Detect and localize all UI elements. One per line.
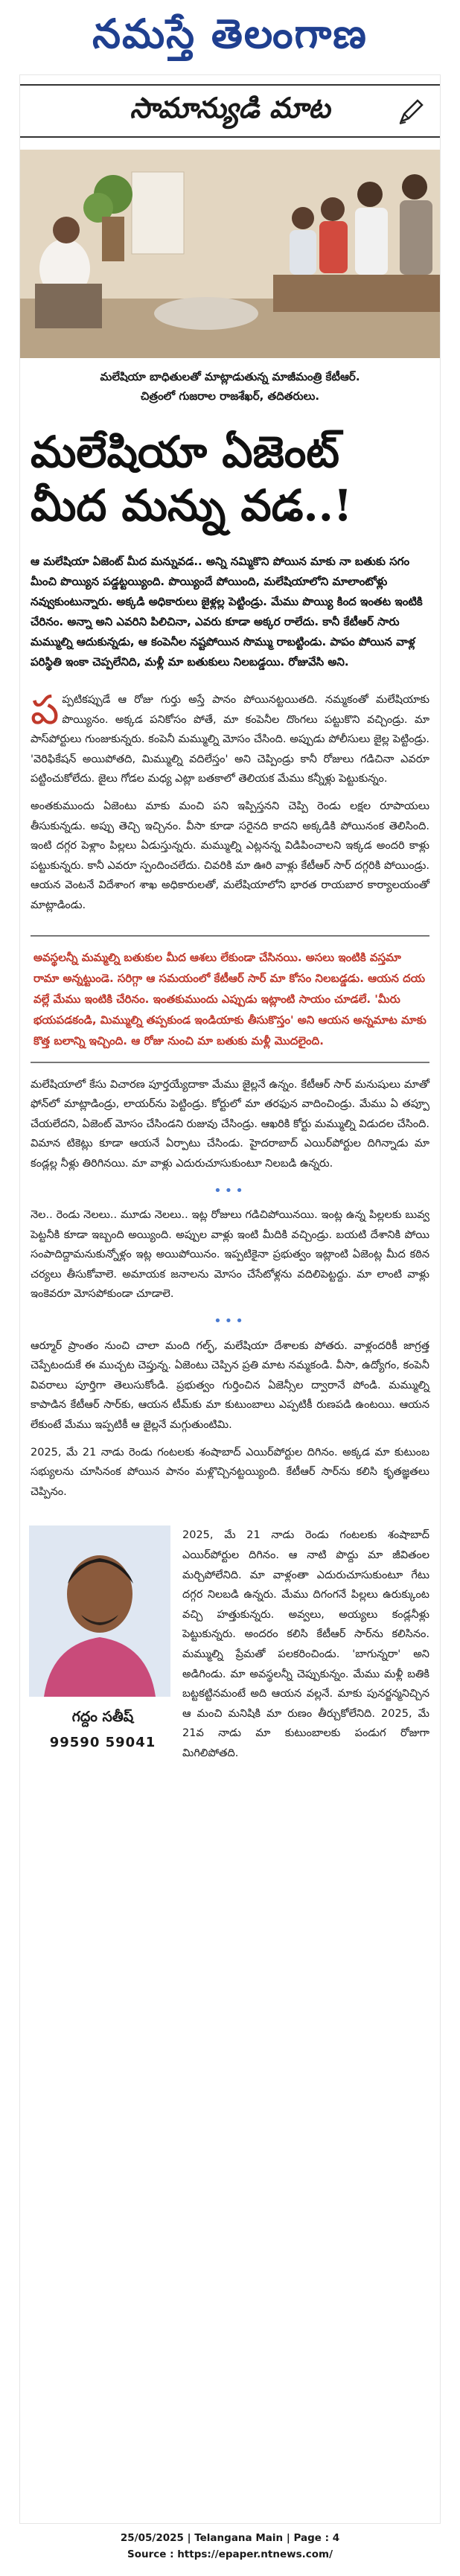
- caption-line-2: చిత్రంలో గుజరాల రాజశేఖర్, తదితరులు.: [140, 389, 320, 403]
- paragraph-1: [31, 686, 429, 789]
- author-box: [20, 1518, 176, 1763]
- author-name: గద్దం సతీష్: [71, 1709, 134, 1726]
- column-title: సామాన్యుడి మాట: [130, 90, 330, 124]
- author-photo: [29, 1525, 170, 1697]
- author-phone: 99590 59041: [49, 1735, 156, 1751]
- headline-line-2: మీద మన్ను వడ..!: [31, 480, 353, 531]
- footer-source-line: Source : https://epaper.ntnews.com/: [127, 2548, 333, 2560]
- column-banner: [20, 84, 440, 138]
- headline-line-1: మలేషియా ఏజెంట్: [31, 427, 340, 477]
- article-body: [20, 686, 440, 928]
- paragraph-6: 2025, మే 21 నాడు రెండు గంటలకు శంషాబాద్ ఎయిర్‌పోర్టుల దిగినం. అక్కడ మా కుటుంబ సభ్యులను చూసినంక పోయిన పానం మళ్లొచ్చినట్టయ్యింది. కేటీఆర్ సార్‌ను కలిసి కృతజ్ఞతలు చెప్పినం.: [31, 1446, 429, 1498]
- caption-line-1: మలేషియా బాధితులతో మాట్లాడుతున్న మాజీమంత్రి కేటీఆర్.: [100, 370, 360, 383]
- masthead: [0, 0, 460, 71]
- lede-paragraph: ఆ మలేషియా ఏజెంట్ మీద మన్నువడ.. అన్ని నమ్మికొని పోయిన మాకు నా బతుకు సగం మీంచి పొయ్యిన పడ్డట్టయ్యింది. పొయ్యిందే పోయింది, మలేషియాలోని మాలాంటోళ్లు నవ్వుకుంటున్నారు. అక్కడి అధికారులు జైళ్లల్ల పెట్టిండ్రు. మేము పొయ్యి కింద ఇంతట ఇంటికి చేరినం. అన్నా అని ఎవరిని పిలిచినా, ఎవరు కూడా అక్కర రాలేదు. కానీ కేటీఆర్ సారు మమ్ముల్ని ఆదుకున్నడు, ఆ కంపెనీల నష్టపోయిన సొమ్ము రాబట్టిండు. పాపం పోయిన వాళ్ల పరిస్థితి ఇంకా చెప్పలేనిది, మళ్లీ మా బతుకులు నిలబడ్డయి. రోజువేసి అని.: [31, 555, 423, 669]
- paragraph-3: మలేషియాలో కేసు విచారణ పూర్తయ్యేదాకా మేము జైల్లనే ఉన్నం. కేటీఆర్ సార్ మనుషులు మాతో ఫోన్‌లో మాట్లాడిండ్రు, లాయర్‌ను పెట్టిండ్రు. కోర్టులో మా తరఫున వాదించిండ్రు. మేము ఏ తప్పూ చేయలేదని, ఏజెంట్ మోసం చేసిండని రుజువు చేసిండ్రు. ఆఖరికి కోర్టు మమ్ముల్ని విడుదల చేసింది. విమాన టికెట్లు కూడా ఆయనే ఏర్పాటు చేసిండు. హైదరాబాద్ ఎయిర్‌పోర్టుల దిగిన్నాడు మా కండ్లల్ల నీళ్లు తిరిగినయి. మా వాళ్లు ఎదురుచూసుకుంటూ నిలబడి ఉన్నరు.: [31, 1078, 429, 1170]
- paragraph-4: నెల.. రెండు నెలలు.. మూడు నెలలు.. ఇట్ల రోజులు గడిచిపోయినయి. ఇంట్ల ఉన్న పిల్లలకు బువ్వ పెట్టనీకి కూడా ఇబ్బంది అయ్యింది. అప్పుల వాళ్లు ఇంటి మీదికి వచ్చిండ్రు. బయటి దేశానికి పోయి సంపాదిద్దామనుకున్నోళ్లం ఇట్ల అయిపోయినం. ఇప్పటికైనా ప్రభుత్వం ఇట్లాంటి ఏజెంట్ల మీద కఠిన చర్యలు తీసుకోవాలె. అమాయక జనాలను మోసం చేసేటోళ్లను వదిలిపెట్టద్దు. మా లాంటి వాళ్లు ఇంకెవరూ మోసపోకుండా చూడాలె.: [31, 1209, 429, 1301]
- photo-caption: [20, 367, 440, 406]
- author-side-text: 2025, మే 21 నాడు రెండు గంటలకు శంషాబాద్ ఎయిర్‌పోర్టుల దిగినం. ఆ నాటి పొద్దు మా జీవితంల మర్చిపోలేనిది. మా వాళ్లంతా ఎదురుచూసుకుంటూ గేటు దగ్గర నిలబడి ఉన్నరు. మేము దిగంగనే పిల్లలు ఉరుక్కుంట వచ్చి హత్తుకున్నరు. అవ్వలు, అయ్యలు కండ్లనీళ్లు పెట్టుకున్నరు. అందరం కలిసి కేటీఆర్ సార్‌ను కలిసినం. మమ్ముల్ని ప్రేమతో పలకరించిండు. 'బాగున్నరా' అని అడిగిండు. మా అవస్థలన్నీ చెప్పుకున్నం. మేము మళ్లీ బతికి బట్టకట్టినమంటే అది ఆయన వల్లనే. మాకు పునర్జన్మనిచ్చిన ఆ మంచి మనిషికి మా రుణం తీర్చుకోలేనిది. 2025, మే 21వ నాడు మా కుటుంబాలకు పండుగ రోజుగా మిగిలిపోతది.: [182, 1529, 429, 1759]
- paragraph-1-text: ప్పటికప్పుడే ఆ రోజు గుర్తు అస్తే పానం పోయినట్టయితది. నమ్మకంతో మలేషియాకు పొయ్యినం. అక్కడ పనికోసం పోతే, మా కంపెనీల దొంగలు పట్టుకొని వచ్చిండ్రు. మా పాస్‌పోర్టులు గుంజుకున్నరు. కంపెనీ మమ్ముల్ని మోసం చేసింది. అప్పుడు పోలీసులు జైల్ల పెట్టిండ్రు. 'వెరిఫికేషన్ అయిపోతది, మిమ్ముల్ని వదిలేస్తం' అని చెప్పిండ్రు కానీ రోజులు గడిచినా ఎవరూ పట్టించుకోలేదు. జైలు గోడల మధ్య ఎట్లా బతకాలో తెలియక మేము కన్నీళ్లు పెట్టుకున్నం.: [31, 694, 429, 785]
- author-portrait: [29, 1525, 170, 1697]
- article-body-continued: [20, 1071, 440, 1514]
- section-divider-icon: •••: [214, 1313, 246, 1330]
- pull-quote: అవస్థలన్నీ మమ్మల్ని బతుకుల మీద ఆశలు లేకుండా చేసినయి. అసలు ఇంటికి వస్తమా రామా అన్నట్టుండె. సరిగ్గా ఆ సమయంలో కేటీఆర్ సార్ మా కోసం నిలబడ్డడు. ఆయన దయ వల్లే మేము ఇంటికి చేరినం. ఇంతకుముందు ఎప్పుడు ఇట్లాంటి సాయం చూడలే. 'మీరు భయపడకండి, మిమ్ముల్ని తప్పకుండ ఇండియాకు తీసుకొస్తం' అని ఆయన అన్నమాట మాకు కొత్త బలాన్ని ఇచ్చింది. ఆ రోజు నుంచి మా బతుకు మళ్లీ మొదలైంది.: [31, 935, 429, 1063]
- masthead-title: నమస్తే తెలంగాణ: [92, 10, 368, 57]
- photo-illustration: [20, 150, 440, 358]
- author-section: [20, 1518, 440, 1763]
- pen-icon: [397, 96, 427, 126]
- footer: [0, 2530, 460, 2563]
- paragraph-2: అంతకుముందు ఏజెంటు మాకు మంచి పని ఇప్పిస్తనని చెప్పి రెండు లక్షల రూపాయలు తీసుకున్నడు. అప్పు తెచ్చి ఇచ్చినం. వీసా కూడా సరైనది కాదని అక్కడికి పోయినంక తెలిసింది. ఇంటి దగ్గర పెళ్లాం పిల్లలు ఏడుస్తున్నరు. మమ్ముల్ని ఎట్లనన్న విడిపించాలని ఇక్కడ అందరి కాళ్లు పట్టుకున్నరు. కానీ ఎవరూ స్పందించలేదు. చివరికి మా ఊరి వాళ్లు కేటీఆర్ సార్ దగ్గరికి పోయిండ్రు. ఆయన వెంటనే విదేశాంగ శాఖ అధికారులతో, మలేషియాలోని భారత రాయబార కార్యాలయంతో మాట్లాడిండు.: [31, 800, 429, 911]
- dropcap: ప: [31, 686, 60, 733]
- section-divider-icon: •••: [214, 1182, 246, 1199]
- footer-date-line: 25/05/2025 | Telangana Main | Page : 4: [120, 2532, 340, 2544]
- paragraph-5: ఆర్మూర్ ప్రాంతం నుంచి చాలా మంది గల్ఫ్, మలేషియా దేశాలకు పోతరు. వాళ్లందరికీ జాగ్రత్త చెప్పేటందుకే ఈ ముచ్చట చెప్తున్న. ఏజెంటు చెప్పిన ప్రతి మాట నమ్మకండి. వీసా, ఉద్యోగం, కంపెనీ వివరాలు పూర్తిగా తెలుసుకోండి. ప్రభుత్వం గుర్తించిన ఏజెన్సీల ద్వారానే పోండి. మమ్ముల్ని కాపాడిన కేటీఆర్ సార్‌కు, ఆయన టీమ్‌కు మా కుటుంబాలు ఎప్పటికీ రుణపడి ఉంటయి. ఆయన లేకుంటే మేము ఇప్పటికీ ఆ జైల్లనే మగ్గుతుంటిమి.: [31, 1339, 429, 1432]
- news-clipping: [19, 74, 441, 2524]
- news-photo: [20, 150, 440, 358]
- headline: [20, 406, 440, 538]
